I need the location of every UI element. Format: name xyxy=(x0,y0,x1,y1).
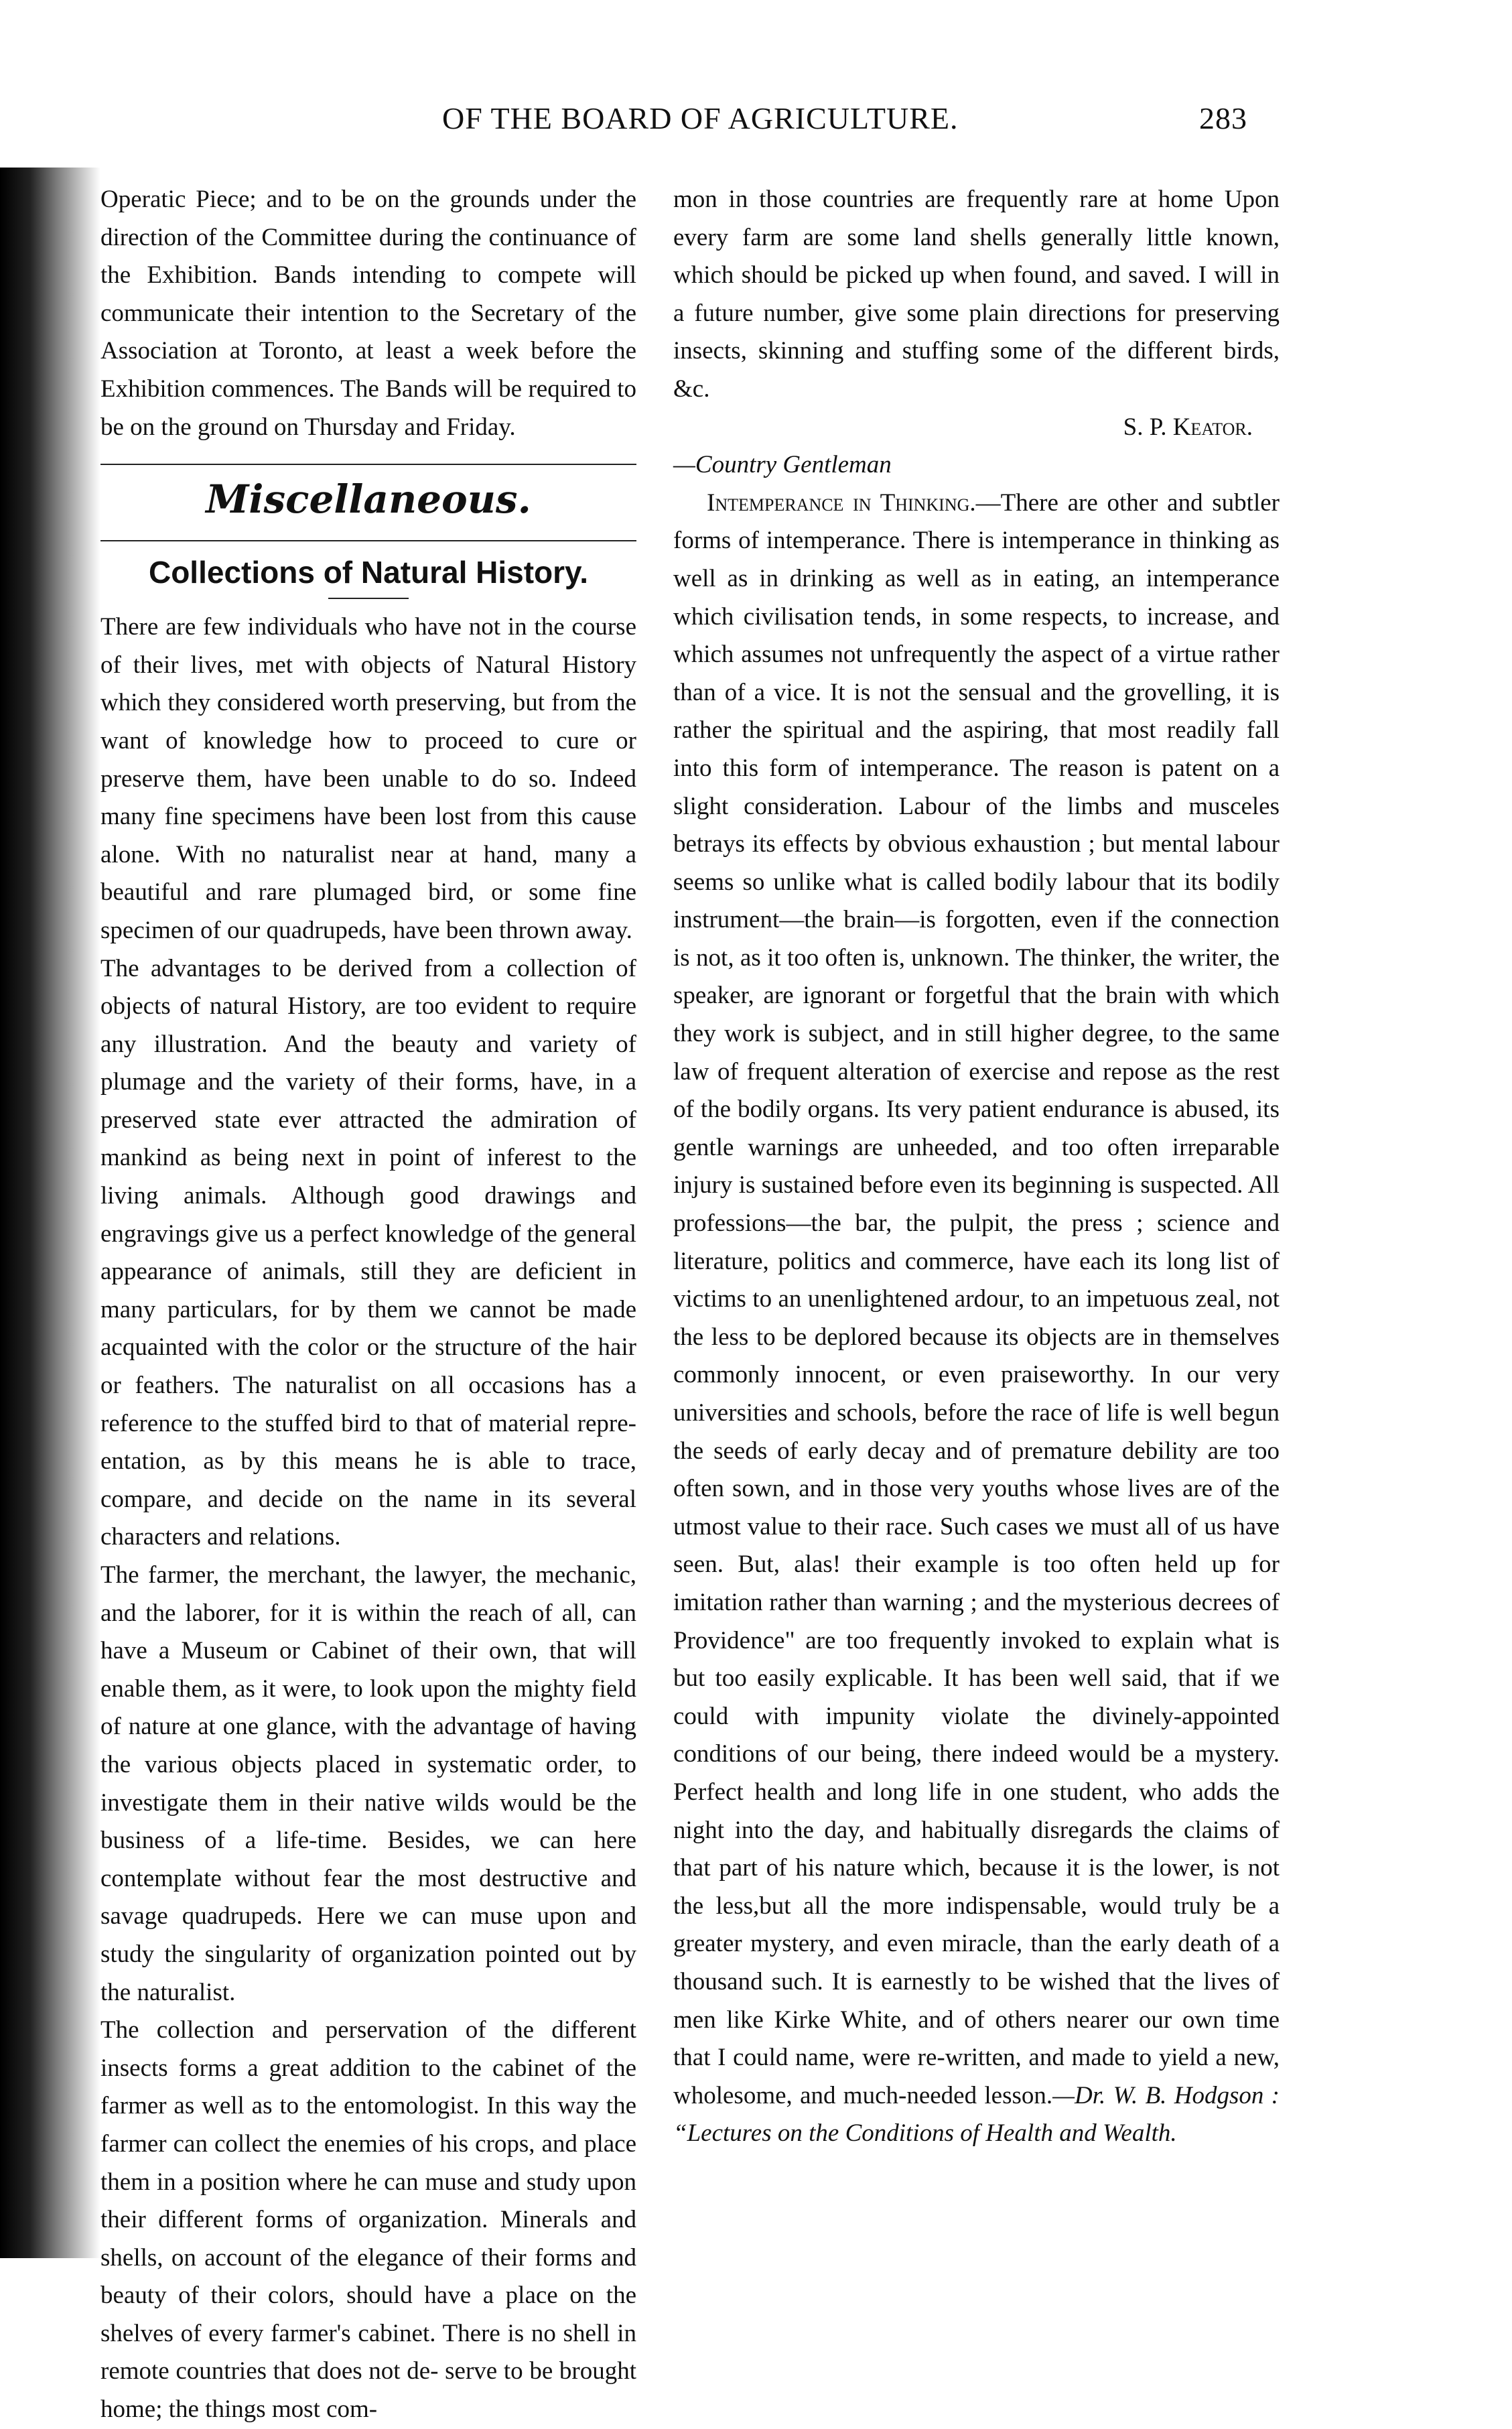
source-credit: —Country Gentleman xyxy=(673,451,892,479)
intro-paragraph: Operatic Piece; and to be on the grounds under the direction of the Committee during the continuance of the Exhibition. Bands intending to compete will communicate their intention to the Secretary of the Association at Toronto, at least a week before the Exhibition commences. The Bands will be required to be on the ground on Thursday and Friday. xyxy=(100,186,636,441)
attribution: —Dr. W. B. Hodgson : “Lectures on the Conditions of Health and Wealth. xyxy=(673,2081,1280,2148)
binding-shadow xyxy=(0,168,100,2258)
article-paragraph: There are few individuals who have not in the course of their lives, met with objects of Natural History which they considered worth preserving, but from the want of knowledge how to proceed to cure or preserve them, have been unable to do so. Indeed many fine specimens have been lost from this cause alone. With no naturalist near at hand, many a beautiful and rare plumaged bird, or some fine specimen of our quadrupeds, have been thrown away. xyxy=(100,613,636,944)
running-head-title: OF THE BOARD OF AGRICULTURE. xyxy=(442,101,959,135)
article-body: —There are other and subtler forms of intemperance. There is intemperance in thinking as well as in drinking as well as in eating, an intemperance which civilisation tends, in some respects, to increase, and which assumes not unfrequently the aspect of a virtue rather than of a vice. It is not the sensual and the grovelling, it is rather the spiritual and the aspiring, that most readily fall into this form of intemperance. The reason is patent on a slight consideration. Labour of the limbs and musceles betrays its effects by obvious exhaustion ; but mental labour seems so unlike what is called bodily labour that its bodily instrument—the brain—is forgotten, even if the connection is not, as it too often is, unknown. The thinker, the writer, the speaker, are ignorant or forgetful that the brain with which they work is subject, and in still higher degree, to the same law of frequent alteration of exercise and repose as the rest of the bodily organs. Its very patient endurance is abused, its gentle warnings are unheeded, and too often irreparable injury is sustained before even its beginning is suspected. All professions—the bar, the pulpit, the press ; science and literature, politics and commerce, have each its long list of victims to an unenlightened ardour, to an impetuous zeal, not the less to be deplored because its objects are in themselves commonly innocent, or even praiseworthy. In our very universities and schools, before the race of life is well begun the seeds of early decay and of premature debility are too often sown, and in those very youths whose lives are of the utmost value to their race. Such cases we must all of us have seen. But, alas! their example is too often held up for imitation rather than warning ; and the mysterious decrees of Providence" are too frequently invoked to explain what is but too easily explicable. It has been well said, that if we could with impunity violate the divinely-appointed conditions of our being, there indeed would be a mystery. Perfect health and long life in one student, who adds the night into the day, and habitually disregards the claims of that part of his nature which, because it is the lower, is not the less,but all the more indispensable, would truly be a greater mystery, and even miracle, than the early death of a thousand such. It is earnestly to be wished that the lives of men like Kirke White, and of others nearer our own time that I could name, were re-written, and made to yield a new, wholesome, and much-needed lesson. xyxy=(673,488,1280,2109)
article-heading: Collections of Natural History. xyxy=(148,555,589,590)
section-title: Miscellaneous. xyxy=(206,476,531,523)
article-paragraph xyxy=(673,484,1280,2153)
article-paragraph: The collection and perservation of the different insects forms a great addition to the cabinet of the farmer as well as to the entomologist. In this way the farmer can collect the enemies of his crops, and place them in a position where he can muse and study upon their different forms of organization. Minerals and shells, on account of the elegance of their forms and beauty of their colors, should have a place on the shelves of every farmer's cabinet. There is no shell in remote countries that does not de- serve to be brought home; the things most com- xyxy=(100,2016,636,2424)
article-paragraph: The farmer, the merchant, the lawyer, the mechanic, and the laborer, for it is within the reach of all, can have a Museum or Cabinet of their own, that will enable them, as it were, to look upon the mighty field of nature at one glance, with the advantage of having the various objects placed in systematic order, to investigate them in their native wilds would be the business of a life-time. Besides, we can here contemplate without fear the most destructive and savage quadrupeds. Here we can muse upon and study the singularity of organization pointed out by the naturalist. xyxy=(100,1561,636,2006)
divider xyxy=(100,464,636,465)
author-signature: S. P. Keator. xyxy=(1123,413,1253,441)
article-paragraph: The advantages to be derived from a collection of objects of natural History, are too evident to require any illustration. And the beauty and variety of plumage and the variety of their forms, have, in a preserved state ever attracted the admiration of mankind as being next in point of inferest to the living animals. Although good drawings and engravings give us a perfect knowledge of the general appearance of animals, still they are deficient in many particulars, for by them we cannot be made acquainted with the color or the structure of the hair or feathers. The naturalist on all occasions has a reference to the stuffed bird to that of material repre-entation, as by this means he is able to trace, compare, and decide on the name in its several characters and relations. xyxy=(100,954,636,1551)
article-paragraph: mon in those countries are frequently rare at home Upon every farm are some land shells generally little known, which should be picked up when found, and saved. I will in a future number, give some plain directions for preserving insects, skinning and stuffing some of the different birds, &c. xyxy=(673,186,1280,403)
right-column xyxy=(673,181,1280,2153)
signature-line xyxy=(673,409,1280,447)
article-lead-in: Intemperance in Thinking. xyxy=(707,488,976,517)
left-column xyxy=(100,181,636,2429)
short-divider xyxy=(328,598,409,599)
page-number: 283 xyxy=(1199,101,1247,135)
divider xyxy=(100,540,636,541)
